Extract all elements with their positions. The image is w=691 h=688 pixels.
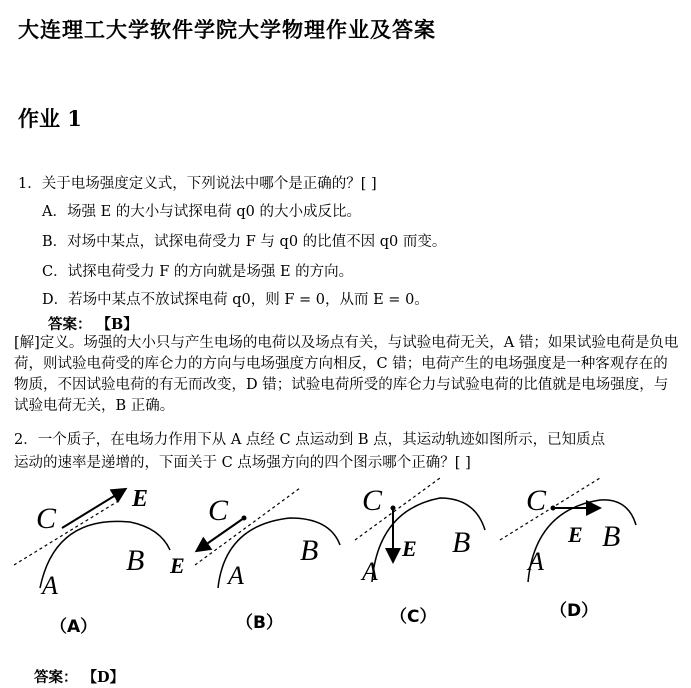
point-c-label: C (362, 484, 383, 517)
point-c-label: C (36, 502, 57, 535)
field-direction-figures (0, 470, 691, 650)
point-a-label: A (362, 557, 378, 586)
field-label: E (568, 522, 583, 547)
panel-d-caption: （D） (550, 601, 599, 621)
document-title: 大连理工大学软件学院大学物理作业及答案 (18, 17, 436, 42)
tangent-line (14, 500, 120, 565)
point-c-label: C (208, 494, 229, 527)
point-b-label: B (300, 534, 319, 567)
panel-d (500, 478, 636, 621)
panel-b (169, 488, 340, 633)
point-b-label: B (452, 526, 471, 559)
question-2-answer: 答案： 【D】 (34, 669, 125, 686)
field-label: E (170, 553, 185, 578)
question-1-option-b: B．对场中某点，试探电荷受力 F 与 q0 的比值不因 q0 而变。 (42, 234, 447, 250)
question-1-option-d: D．若场中某点不放试探电荷 q0，则 F = 0，从而 E = 0。 (42, 292, 429, 308)
question-1-stem: 1．关于电场强度定义式，下列说法中哪个是正确的？[ ] (18, 176, 377, 192)
section-heading: 作业 1 (18, 106, 82, 131)
question-1-answer: 答案： 【B】 (48, 316, 138, 333)
question-1-option-a: A．场强 E 的大小与试探电荷 q0 的大小成反比。 (42, 204, 361, 220)
field-label: E (132, 486, 149, 512)
panel-b-caption: （B） (236, 613, 283, 633)
trajectory-curve (40, 521, 170, 588)
question-1-option-c: C．试探电荷受力 F 的方向就是场强 E 的方向。 (42, 264, 354, 280)
field-arrow (62, 490, 124, 528)
point-a-label: A (42, 571, 58, 600)
point-a-label: A (528, 547, 544, 576)
field-label: E (402, 536, 417, 561)
question-1-explanation: [解]定义。场强的大小只与产生电场的电荷以及场点有关，与试验电荷无关，A 错；如果试验电荷是负电荷，则试验电荷受的库仑力的方向与电场强度方向相反，C 错；电荷产生的电场强度是一种客观存在的物质，不因试验电荷的有无而改变，D 错；试验电荷所受的库仑力与试验电荷的比值就是电场强度，与试验电荷无关，B 正确。 (14, 335, 679, 414)
point-b-label: B (602, 520, 621, 553)
point-c-label: C (526, 484, 547, 517)
panel-c (355, 478, 485, 627)
question-2-stem-line-1: 2．一个质子，在电场力作用下从 A 点经 C 点运动到 B 点，其运动轨迹如图所示，已知质点 (14, 432, 606, 448)
panel-a (14, 486, 170, 637)
point-a-label: A (228, 561, 244, 590)
question-2-stem-line-2: 运动的速率是递增的，下面关于 C 点场强方向的四个图示哪个正确？[ ] (14, 455, 471, 471)
point-b-label: B (126, 544, 145, 577)
panel-c-caption: （C） (390, 607, 437, 627)
panel-a-caption: （A） (50, 617, 98, 637)
